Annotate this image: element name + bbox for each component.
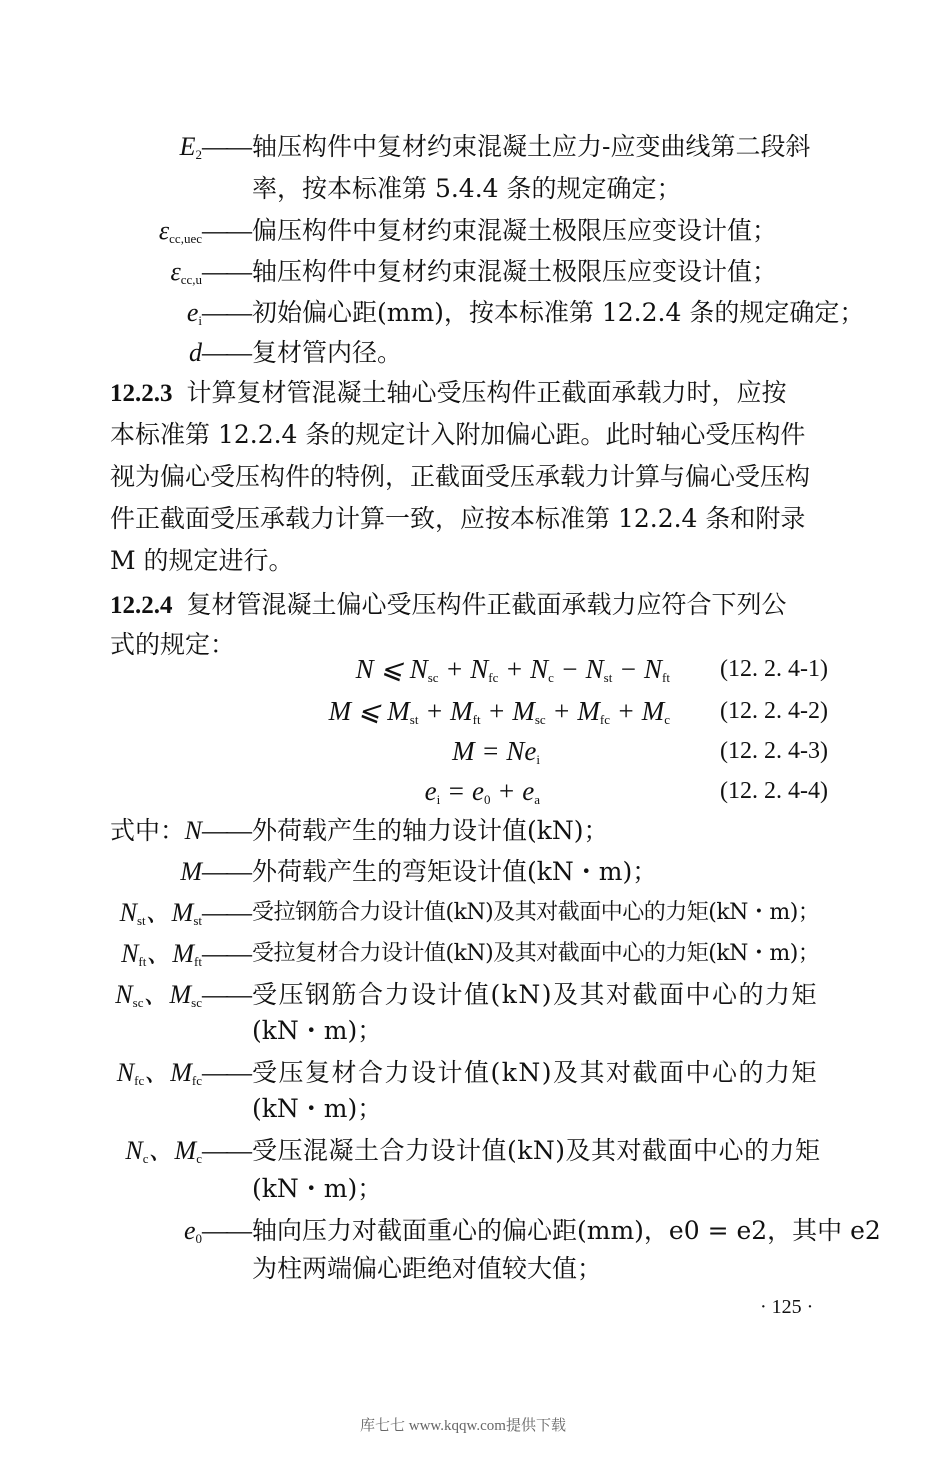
definition-eps-cc-uec: 偏压构件中复材约束混凝土极限压应变设计值； [252,216,778,245]
definition-Nsc-Msc-cont: (kN・m)； [252,1016,383,1045]
equation-4: $e_i = e_0 + e_a$ [424,776,540,807]
clause-number: 12.2.4 [110,592,173,619]
equation-number-2: (12. 2. 4-2) [720,698,828,724]
watermark-text: 库七七 www.kqqw.com提供下载 [360,1418,566,1434]
clause-12-2-3-line-2: 本标准第 12.2.4 条的规定计入附加偏心距。此时轴心受压构件 [110,420,806,449]
symbol-e0: $e_0——$ [183,1216,250,1246]
symbol-Nst-Mst: $N_{st}$、$M_{st}——$ [119,898,250,928]
definition-M: 外荷载产生的弯矩设计值(kN・m)； [252,857,658,886]
symbol-Nsc-Msc: $N_{sc}$、$M_{sc}——$ [115,980,250,1010]
clause-12-2-3-line-1: 12.2.3 计算复材管混凝土轴心受压构件正截面承载力时，应按 [110,378,787,407]
definition-Nsc-Msc: 受压钢筋合力设计值(kN)及其对截面中心的力矩 [252,980,819,1009]
definition-Nc-Mc: 受压混凝土合力设计值(kN)及其对截面中心的力矩 [252,1136,821,1165]
where-label: 式中： [110,816,186,845]
definition-Nc-Mc-cont: (kN・m)； [252,1174,383,1203]
clause-12-2-3-line-4: 件正截面受压承载力计算一致，应按本标准第 12.2.4 条和附录 [110,504,806,533]
clause-12-2-3-line-3: 视为偏心受压构件的特例，正截面受压承载力计算与偏心受压构 [110,462,811,491]
equation-number-1: (12. 2. 4-1) [720,656,828,682]
definition-E2: 轴压构件中复材约束混凝土应力-应变曲线第二段斜 [252,132,811,161]
symbol-Nfc-Mfc: $N_{fc}$、$M_{fc}——$ [116,1058,250,1088]
definition-eps-cc-u: 轴压构件中复材约束混凝土极限压应变设计值； [252,257,778,286]
clause-12-2-4-line-1: 12.2.4 复材管混凝土偏心受压构件正截面承载力应符合下列公 [110,590,787,619]
equation-1: N ⩽ $N_{sc} + N_{fc} + N_c - N_{st} - N_{ft}$ [355,654,670,685]
definition-N: 外荷载产生的轴力设计值(kN)； [252,816,609,845]
equation-number-3: (12. 2. 4-3) [720,738,828,764]
symbol-E2: $E_2——$ [179,132,250,162]
symbol-eps-cc-uec: $\varepsilon_{cc,uec}——$ [158,216,250,246]
definition-Nfc-Mfc: 受压复材合力设计值(kN)及其对截面中心的力矩 [252,1058,819,1087]
clause-12-2-4-line-2: 式的规定： [110,630,236,659]
clause-12-2-3-line-5: M 的规定进行。 [110,546,294,575]
page-number: · 125 · [760,1296,814,1318]
equation-3: $M = Ne_i$ [452,736,540,767]
definition-Nst-Mst: 受拉钢筋合力设计值(kN)及其对截面中心的力矩(kN・m)； [252,900,820,925]
symbol-M: M—— [180,857,250,886]
definition-e0-cont: 为柱两端偏心距绝对值较大值； [252,1254,603,1283]
symbol-eps-cc-u: $\varepsilon_{cc,u}——$ [170,257,250,287]
symbol-Nc-Mc: $N_c$、$M_c——$ [125,1136,250,1166]
symbol-Nft-Mft: $N_{ft}$、$M_{ft}——$ [121,939,250,969]
clause-number: 12.2.3 [110,380,173,407]
symbol-N: N—— [184,816,250,845]
symbol-ei: $e_i——$ [186,298,250,328]
equation-number-4: (12. 2. 4-4) [720,778,828,804]
definition-Nft-Mft: 受拉复材合力设计值(kN)及其对截面中心的力矩(kN・m)； [252,941,820,966]
definition-ei: 初始偏心距(mm)，按本标准第 12.2.4 条的规定确定； [252,298,865,327]
definition-Nfc-Mfc-cont: (kN・m)； [252,1094,383,1123]
definition-E2-cont: 率，按本标准第 5.4.4 条的规定确定； [252,174,682,203]
equation-2: M ⩽ $M_{st} + M_{ft} + M_{sc} + M_{fc} + M_c$ [328,696,670,727]
symbol-d: d—— [189,338,250,367]
definition-d: 复材管内径。 [252,338,403,367]
definition-e0: 轴向压力对截面重心的偏心距(mm)，e0 = e2，其中 e2 [252,1216,881,1245]
